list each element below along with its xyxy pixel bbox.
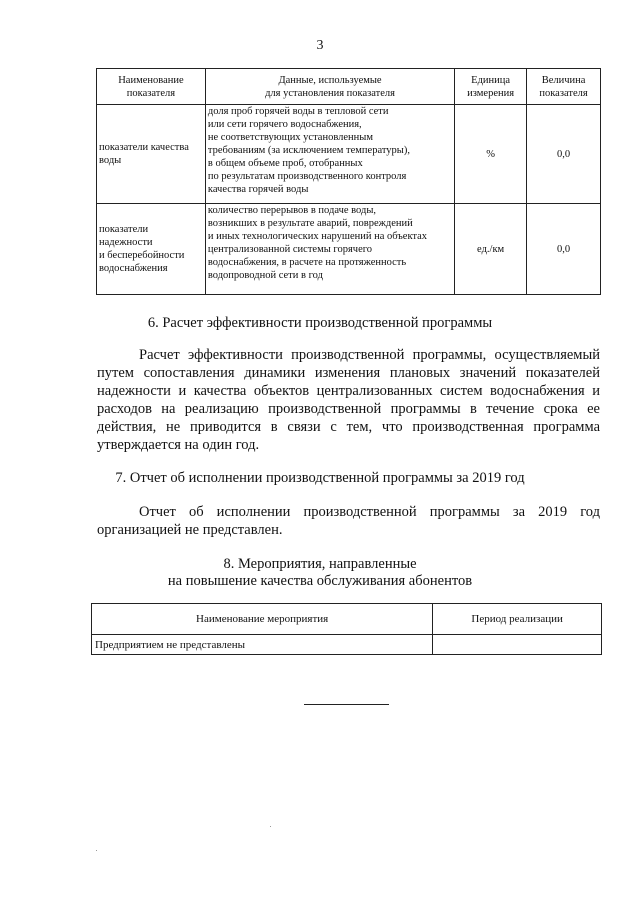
indicator-description: доля проб горячей воды в тепловой сети или сети горячего водоснабжения, не соответствующих установленным требованиям (за исключением температуры), в общем объеме проб, отобранных по результатам производственного контроля качества горячей воды [205, 105, 454, 204]
section6-title: 6. Расчет эффективности производственной программы [147, 315, 493, 331]
indicator-value: 0,0 [527, 105, 601, 204]
table-row [97, 204, 601, 295]
indicators-table [96, 68, 601, 295]
scan-speck [270, 826, 271, 827]
measure-name: Предприятием не представлены [92, 635, 433, 655]
section8-title-line1: 8. Мероприятия, направленные [223, 556, 417, 572]
section7-title: 7. Отчет об исполнении производственной программы за 2019 год [115, 470, 525, 486]
header-value: Величина показателя [527, 69, 601, 105]
indicator-unit: ед./км [455, 204, 527, 295]
header-indicator-name: Наименование показателя [97, 69, 206, 105]
measure-period [433, 635, 602, 655]
indicator-name: показатели качества воды [97, 105, 206, 204]
header-data-used: Данные, используемые для установления показателя [205, 69, 454, 105]
section6-paragraph: Расчет эффективности производственной программы, осуществляемый путем сопоставления динамики изменения плановых значений показателей надежности и качества объектов централизованных систем водоснабжения и расходов на реализацию производственной программы в течение срока ее действия, не приводится в связи с тем, что производственная программа утверждается на один год. [97, 347, 600, 453]
section8-title-line2: на повышение качества обслуживания абонентов [167, 573, 473, 589]
header-measure-name: Наименование мероприятия [92, 604, 433, 635]
indicator-description: количество перерывов в подаче воды, возникших в результате аварий, повреждений и иных технологических нарушений на объектах централизованной системы горячего водоснабжения, в расчете на протяженность водопроводной сети в год [205, 204, 454, 295]
table-row [97, 105, 601, 204]
table-header-row [97, 69, 601, 105]
section7-paragraph: Отчет об исполнении производственной программы за 2019 год организацией не представлен. [97, 504, 600, 538]
table-row [92, 635, 602, 655]
table-header-row [92, 604, 602, 635]
scan-speck [96, 850, 97, 851]
indicator-unit: % [455, 105, 527, 204]
header-unit: Единица измерения [455, 69, 527, 105]
end-rule [304, 704, 389, 705]
measures-table [91, 603, 602, 655]
indicator-name: показатели надежности и бесперебойности водоснабжения [97, 204, 206, 295]
page-number: 3 [316, 38, 324, 53]
header-period: Период реализации [433, 604, 602, 635]
indicator-value: 0,0 [527, 204, 601, 295]
